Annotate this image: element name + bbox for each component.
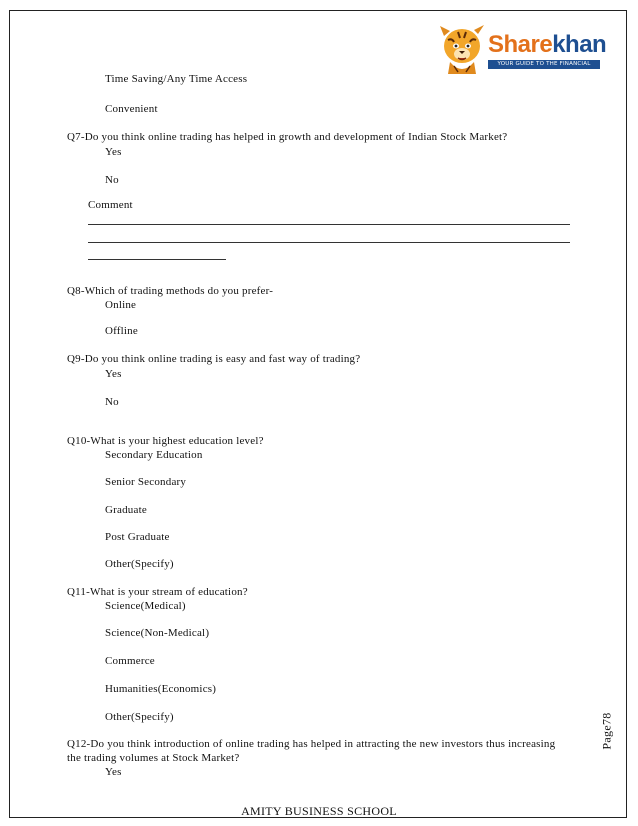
page-footer: AMITY BUSINESS SCHOOL <box>241 804 397 818</box>
q11-option-commerce: Commerce <box>105 655 155 667</box>
q8-option-offline: Offline <box>105 325 138 337</box>
q11-option-other: Other(Specify) <box>105 711 174 723</box>
option-convenient: Convenient <box>105 103 158 115</box>
brand-part-khan: khan <box>552 31 607 58</box>
tiger-mascot-icon <box>438 22 486 76</box>
sharekhan-logo <box>438 22 607 78</box>
brand-part-share: Share <box>488 31 553 58</box>
q10-option-senior-secondary: Senior Secondary <box>105 476 187 488</box>
q11-option-humanities: Humanities(Economics) <box>105 683 217 695</box>
comment-line-2 <box>88 242 570 243</box>
q9-option-no: No <box>105 396 119 408</box>
q10-option-other: Other(Specify) <box>105 558 174 570</box>
page-number-text: Page78 <box>599 712 614 750</box>
brand-tagline: YOUR GUIDE TO THE FINANCIAL JUNGLE <box>488 60 600 69</box>
question-12-line-1: Q12-Do you think introduction of online trading has helped in attracting the new investors thus increasing <box>67 738 556 750</box>
question-10: Q10-What is your highest education level? <box>67 435 264 447</box>
q10-option-post-graduate: Post Graduate <box>105 531 170 543</box>
comment-label: Comment <box>88 199 133 211</box>
q7-option-yes: Yes <box>105 146 122 158</box>
q7-option-no: No <box>105 174 119 186</box>
question-9: Q9-Do you think online trading is easy and fast way of trading? <box>67 353 361 365</box>
q11-option-science-medical: Science(Medical) <box>105 600 186 612</box>
question-11: Q11-What is your stream of education? <box>67 586 248 598</box>
option-time-saving: Time Saving/Any Time Access <box>105 73 248 85</box>
q10-option-secondary: Secondary Education <box>105 449 203 461</box>
comment-line-3 <box>88 259 226 260</box>
q8-option-online: Online <box>105 299 137 311</box>
q11-option-science-non-medical: Science(Non-Medical) <box>105 627 210 639</box>
brand-name <box>488 32 606 58</box>
comment-line-1 <box>88 224 570 225</box>
question-8: Q8-Which of trading methods do you prefer- <box>67 285 274 297</box>
question-7: Q7-Do you think online trading has helped in growth and development of Indian Stock Market? <box>67 131 508 143</box>
page-number <box>598 706 616 756</box>
q9-option-yes: Yes <box>105 368 122 380</box>
question-12-line-2: the trading volumes at Stock Market? <box>67 752 240 764</box>
q10-option-graduate: Graduate <box>105 504 147 516</box>
q12-option-yes: Yes <box>105 766 122 778</box>
